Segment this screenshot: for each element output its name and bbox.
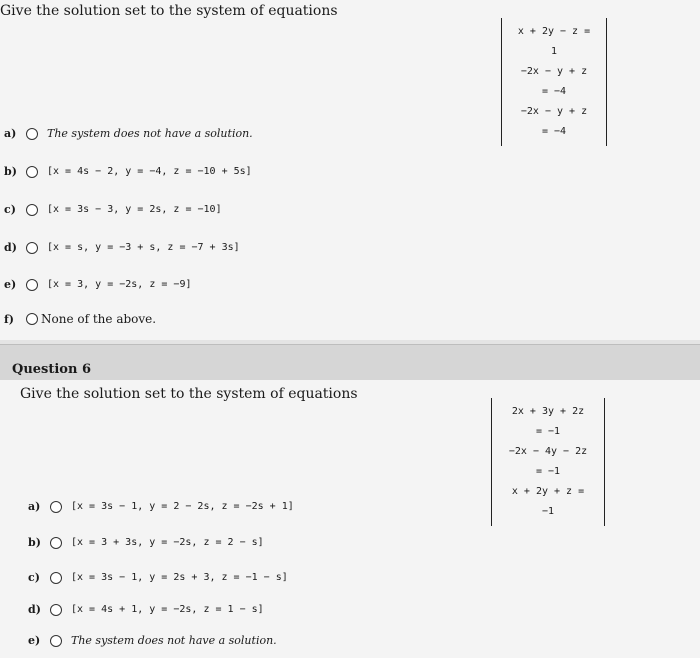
- q5-equation-system: [501, 18, 607, 146]
- equation-row: x + 2y − z = 1: [517, 26, 591, 57]
- radio-button[interactable]: [50, 501, 62, 513]
- option-text: [x = 3s − 1, y = 2s + 3, z = −1 − s]: [71, 572, 288, 583]
- q5-option-a[interactable]: [4, 127, 253, 140]
- option-label: c): [4, 203, 16, 216]
- q5-option-c[interactable]: [4, 203, 222, 216]
- q6-option-b[interactable]: [28, 536, 264, 549]
- option-text: [x = 3 + 3s, y = −2s, z = 2 − s]: [71, 537, 264, 548]
- radio-button[interactable]: [50, 604, 62, 616]
- option-label: e): [28, 634, 41, 647]
- q6-option-e[interactable]: [28, 634, 277, 647]
- radio-button[interactable]: [50, 537, 62, 549]
- radio-button[interactable]: [50, 572, 62, 584]
- option-text: None of the above.: [41, 312, 157, 326]
- equation-row: x + 2y + z = −1: [511, 486, 585, 517]
- q6-option-d[interactable]: [28, 603, 264, 616]
- question-5-prompt: Give the solution set to the system of equations: [0, 3, 338, 19]
- equation-row: −2x − y + z = −4: [520, 106, 588, 137]
- option-text: [x = 4s − 2, y = −4, z = −10 + 5s]: [47, 166, 252, 177]
- q5-option-f[interactable]: [4, 312, 156, 326]
- option-label: a): [28, 500, 41, 513]
- option-label: d): [4, 241, 17, 254]
- radio-button[interactable]: [26, 242, 38, 254]
- q6-option-c[interactable]: [28, 571, 288, 584]
- option-label: e): [4, 278, 17, 291]
- option-text: The system does not have a solution.: [47, 127, 253, 140]
- option-label: b): [28, 536, 41, 549]
- option-label: a): [4, 127, 17, 140]
- option-text: [x = 3s − 1, y = 2 − 2s, z = −2s + 1]: [71, 501, 294, 512]
- radio-button[interactable]: [26, 313, 38, 325]
- radio-button[interactable]: [50, 635, 62, 647]
- option-text: [x = s, y = −3 + s, z = −7 + 3s]: [47, 242, 240, 253]
- question-6-panel: [0, 380, 700, 658]
- equation-row: −2x − 4y − 2z = −1: [508, 446, 588, 477]
- option-label: b): [4, 165, 17, 178]
- question-6-title: Question 6: [12, 362, 92, 377]
- q5-option-e[interactable]: [4, 278, 192, 291]
- option-text: [x = 3, y = −2s, z = −9]: [47, 279, 192, 290]
- option-label: d): [28, 603, 41, 616]
- option-label: c): [28, 571, 40, 584]
- option-label: f): [4, 312, 14, 326]
- question-6-prompt: Give the solution set to the system of equations: [20, 386, 358, 402]
- radio-button[interactable]: [26, 279, 38, 291]
- q5-option-d[interactable]: [4, 241, 240, 254]
- radio-button[interactable]: [26, 204, 38, 216]
- q6-option-a[interactable]: [28, 500, 294, 513]
- radio-button[interactable]: [26, 166, 38, 178]
- question-6-header: [0, 344, 700, 381]
- q5-option-b[interactable]: [4, 165, 252, 178]
- q6-equation-system: [491, 398, 605, 526]
- option-text: [x = 3s − 3, y = 2s, z = −10]: [47, 204, 222, 215]
- option-text: The system does not have a solution.: [71, 634, 277, 647]
- equation-row: −2x − y + z = −4: [520, 66, 588, 97]
- option-text: [x = 4s + 1, y = −2s, z = 1 − s]: [71, 604, 264, 615]
- radio-button[interactable]: [26, 128, 38, 140]
- equation-row: 2x + 3y + 2z = −1: [511, 406, 585, 437]
